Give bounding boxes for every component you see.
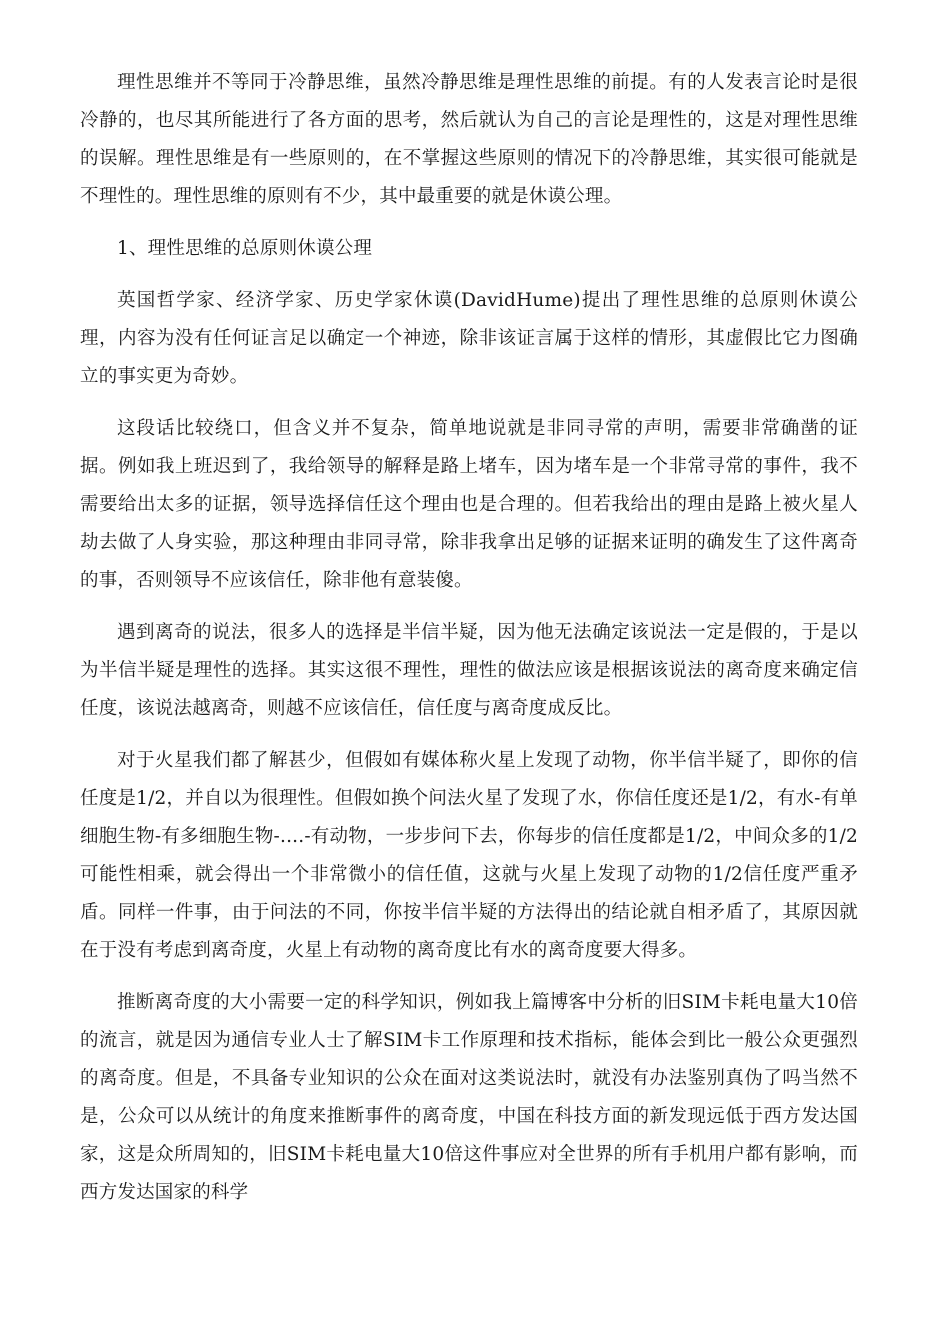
paragraph-half-belief: 遇到离奇的说法，很多人的选择是半信半疑，因为他无法确定该说法一定是假的，于是以为半信半疑是理性的选择。其实这很不理性，理性的做法应该是根据该说法的离奇度来确定信任度，该说法越离奇，则越不应该信任，信任度与离奇度成反比。 xyxy=(80,622,858,719)
paragraph-sim-card: 推断离奇度的大小需要一定的科学知识，例如我上篇博客中分析的旧SIM卡耗电量大10倍的流言，就是因为通信专业人士了解SIM卡工作原理和技术指标，能体会到比一般公众更强烈的离奇度。但是，不具备专业知识的公众在面对这类说法时，就没有办法鉴别真伪了吗当然不是，公众可以从统计的角度来推断事件的离奇度，中国在科技方面的新发现远低于西方发达国家，这是众所周知的，旧SIM卡耗电量大10倍这件事应对全世界的所有手机用户都有影响，而西方发达国家的科学 xyxy=(80,992,858,1203)
paragraph-intro: 理性思维并不等同于冷静思维，虽然冷静思维是理性思维的前提。有的人发表言论时是很冷静的，也尽其所能进行了各方面的思考，然后就认为自己的言论是理性的，这是对理性思维的误解。理性思维是有一些原则的，在不掌握这些原则的情况下的冷静思维，其实很可能就是不理性的。理性思维的原则有不少，其中最重要的就是休谟公理。 xyxy=(80,72,858,207)
paragraph-hume: 英国哲学家、经济学家、历史学家休谟(DavidHume)提出了理性思维的总原则休谟公理，内容为没有任何证言足以确定一个神迹，除非该证言属于这样的情形，其虚假比它力图确立的事实更为奇妙。 xyxy=(80,290,858,387)
section-heading: 1、理性思维的总原则休谟公理 xyxy=(117,238,373,259)
paragraph-mars: 对于火星我们都了解甚少，但假如有媒体称火星上发现了动物，你半信半疑了，即你的信任度是1/2，并自以为很理性。但假如换个问法火星了发现了水，你信任度还是1/2，有水-有单细胞生物-有多细胞生物-....-有动物，一步步问下去，你每步的信任度都是1/2，中间众多的1/2可能性相乘，就会得出一个非常微小的信任值，这就与火星上发现了动物的1/2信任度严重矛盾。同样一件事，由于问法的不同，你按半信半疑的方法得出的结论就自相矛盾了，其原因就在于没有考虑到离奇度，火星上有动物的离奇度比有水的离奇度要大得多。 xyxy=(80,750,858,961)
paragraph-example: 这段话比较绕口，但含义并不复杂，简单地说就是非同寻常的声明，需要非常确凿的证据。例如我上班迟到了，我给领导的解释是路上堵车，因为堵车是一个非常寻常的事件，我不需要给出太多的证据，领导选择信任这个理由也是合理的。但若我给出的理由是路上被火星人劫去做了人身实验，那这种理由非同寻常，除非我拿出足够的证据来证明的确发生了这件离奇的事，否则领导不应该信任，除非他有意装傻。 xyxy=(80,418,858,591)
